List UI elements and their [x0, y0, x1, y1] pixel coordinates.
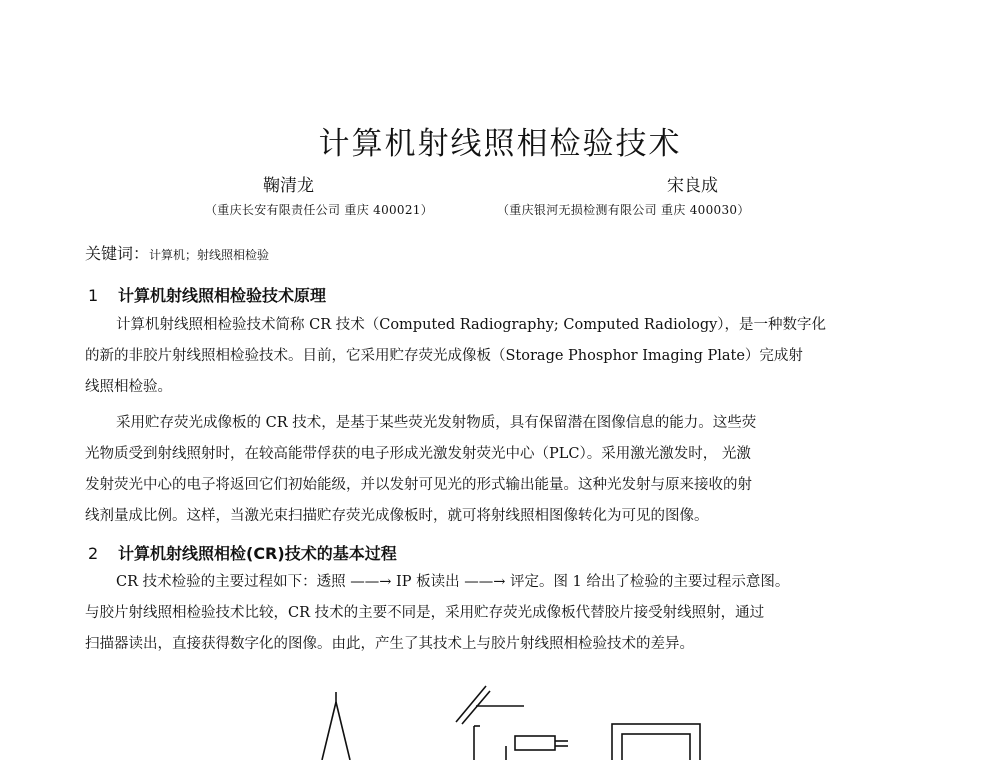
section-1-paragraph-1	[85, 310, 911, 403]
process-diagram	[0, 680, 1000, 760]
keywords	[85, 241, 269, 264]
text-line: 采用贮存荧光成像板的 CR 技术，是基于某些荧光发射物质，具有保留潜在图像信息的能力。这些荧	[116, 415, 757, 431]
author-affiliation-2: （重庆银河无损检测有限公司 重庆 400030）	[497, 203, 750, 217]
text-line: 的新的非胶片射线照相检验技术。目前，它采用贮存荧光成像板（Storage Phosphor Imaging Plate）完成射	[85, 348, 803, 364]
section-2-number: 2	[88, 544, 99, 563]
text-line: 计算机射线照相检验技术简称 CR 技术（Computed Radiography; Computed Radiology），是一种数字化	[116, 317, 827, 333]
section-1-paragraph-2	[85, 408, 911, 532]
text-line: 线照相检验。	[85, 379, 172, 395]
text-line: 线剂量成比例。这样，当激光束扫描贮存荧光成像板时，就可将射线照相图像转化为可见的图像。	[85, 508, 709, 524]
section-1-title: 计算机射线照相检验技术原理	[118, 286, 327, 305]
text-line: CR 技术检验的主要过程如下：透照 ——→ IP 板读出 ——→ 评定。图 1 给出了检验的主要过程示意图。	[116, 574, 790, 590]
section-2-title: 计算机射线照相检(CR)技术的基本过程	[118, 544, 397, 563]
text-line: 与胶片射线照相检验技术比较，CR 技术的主要不同是，采用贮存荧光成像板代替胶片接受射线照射，通过	[85, 605, 765, 621]
text-line: 扫描器读出，直接获得数字化的图像。由此，产生了其技术上与胶片射线照相检验技术的差异。	[85, 636, 694, 652]
figure-1-partial	[0, 680, 1000, 760]
section-2-paragraph-1	[85, 567, 911, 660]
monitor-display	[612, 724, 700, 760]
author-name-2: 宋良成	[667, 176, 718, 196]
paper-title: 计算机射线照相检验技术	[318, 126, 682, 162]
section-1-heading	[88, 283, 326, 306]
xray-source-cone	[322, 692, 350, 760]
text-line: 发射荧光中心的电子将返回它们初始能级，并以发射可见光的形式输出能量。这种光发射与原来接收的射	[85, 477, 752, 493]
section-1-number: 1	[88, 286, 99, 305]
author-name-1: 鞠清龙	[263, 176, 314, 196]
ip-reader-scanner	[456, 686, 568, 760]
keywords-label: 关键词：	[85, 244, 150, 263]
author-affiliation-1: （重庆长安有限责任公司 重庆 400021）	[205, 203, 434, 217]
section-2-heading	[88, 541, 397, 564]
text-line: 光物质受到射线照射时，在较高能带俘获的电子形成光激发射荧光中心（PLC）。采用激光激发时， 光激	[85, 446, 751, 462]
keywords-text: 计算机；射线照相检验	[149, 248, 270, 262]
